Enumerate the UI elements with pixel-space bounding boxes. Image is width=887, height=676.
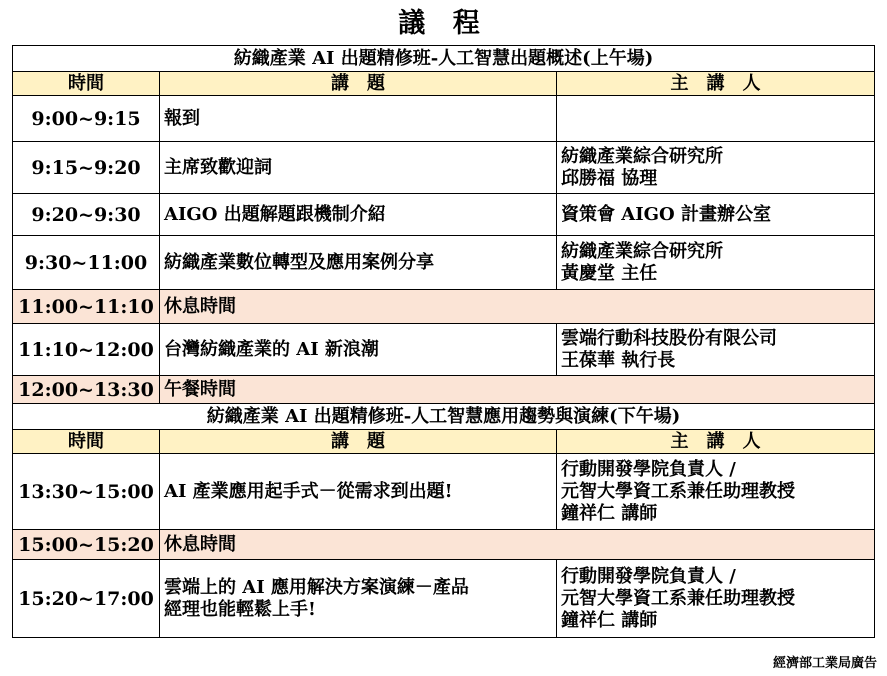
header-row-morning (13, 72, 875, 96)
row-topic (160, 560, 557, 638)
speaker-org: 紡織產業綜合研究所 (561, 145, 723, 167)
speaker-org: 資策會 AIGO 計畫辦公室 (561, 203, 771, 225)
break-row (13, 530, 875, 560)
speaker-org: 行動開發學院負責人 / (561, 458, 736, 480)
row-speaker (557, 236, 875, 290)
speaker-org: 元智大學資工系兼任助理教授 (561, 480, 795, 502)
row-topic: 休息時間 (160, 530, 875, 560)
header-speaker: 主 講 人 (557, 72, 875, 96)
table-row (13, 142, 875, 194)
row-topic: 台灣紡織產業的 AI 新浪潮 (160, 324, 557, 376)
row-time: 9:20~9:30 (13, 194, 160, 236)
section-title-afternoon (13, 404, 875, 430)
table-row (13, 236, 875, 290)
speaker-name: 鐘祥仁 講師 (561, 609, 658, 631)
row-time: 15:00~15:20 (13, 530, 160, 560)
table-row (13, 194, 875, 236)
row-time: 9:15~9:20 (13, 142, 160, 194)
speaker-org: 雲端行動科技股份有限公司 (561, 327, 777, 349)
speaker-name: 王葆華 執行長 (561, 349, 676, 371)
row-speaker (557, 324, 875, 376)
row-topic: AIGO 出題解題跟機制介紹 (160, 194, 557, 236)
table-row (13, 324, 875, 376)
speaker-name: 邱勝福 協理 (561, 167, 658, 189)
header-row-afternoon (13, 430, 875, 454)
section-title-morning-text: 紡織產業 AI 出題精修班-人工智慧出題概述(上午場) (13, 46, 875, 72)
row-speaker (557, 142, 875, 194)
header-topic: 講 題 (160, 72, 557, 96)
table-row (13, 560, 875, 638)
break-row (13, 290, 875, 324)
row-time: 13:30~15:00 (13, 454, 160, 530)
table-row (13, 454, 875, 530)
footer-note: 經濟部工業局廣告 (772, 656, 877, 671)
row-speaker (557, 194, 875, 236)
row-time: 15:20~17:00 (13, 560, 160, 638)
row-topic: 主席致歡迎詞 (160, 142, 557, 194)
row-speaker (557, 96, 875, 142)
row-topic: AI 產業應用起手式－從需求到出題! (160, 454, 557, 530)
row-topic: 午餐時間 (160, 376, 875, 404)
section-title-afternoon-text: 紡織產業 AI 出題精修班-人工智慧應用趨勢與演練(下午場) (13, 404, 875, 430)
header-topic: 講 題 (160, 430, 557, 454)
section-title-morning (13, 46, 875, 72)
row-speaker (557, 560, 875, 638)
speaker-org: 紡織產業綜合研究所 (561, 240, 723, 262)
speaker-name: 鐘祥仁 講師 (561, 502, 658, 524)
row-topic: 紡織產業數位轉型及應用案例分享 (160, 236, 557, 290)
topic-line: 經理也能輕鬆上手! (164, 598, 316, 620)
header-time: 時間 (13, 430, 160, 454)
speaker-name: 黃慶堂 主任 (561, 262, 658, 284)
row-time: 9:30~11:00 (13, 236, 160, 290)
row-speaker (557, 454, 875, 530)
speaker-org: 行動開發學院負責人 / (561, 565, 736, 587)
topic-line: 雲端上的 AI 應用解決方案演練－產品 (164, 576, 469, 598)
row-topic: 報到 (160, 96, 557, 142)
break-row (13, 376, 875, 404)
table-row (13, 96, 875, 142)
row-time: 11:10~12:00 (13, 324, 160, 376)
row-time: 9:00~9:15 (13, 96, 160, 142)
header-time: 時間 (13, 72, 160, 96)
speaker-org: 元智大學資工系兼任助理教授 (561, 587, 795, 609)
header-speaker: 主 講 人 (557, 430, 875, 454)
row-time: 12:00~13:30 (13, 376, 160, 404)
page-title: 議 程 (398, 8, 489, 39)
row-topic: 休息時間 (160, 290, 875, 324)
agenda-table (12, 45, 875, 638)
row-time: 11:00~11:10 (13, 290, 160, 324)
